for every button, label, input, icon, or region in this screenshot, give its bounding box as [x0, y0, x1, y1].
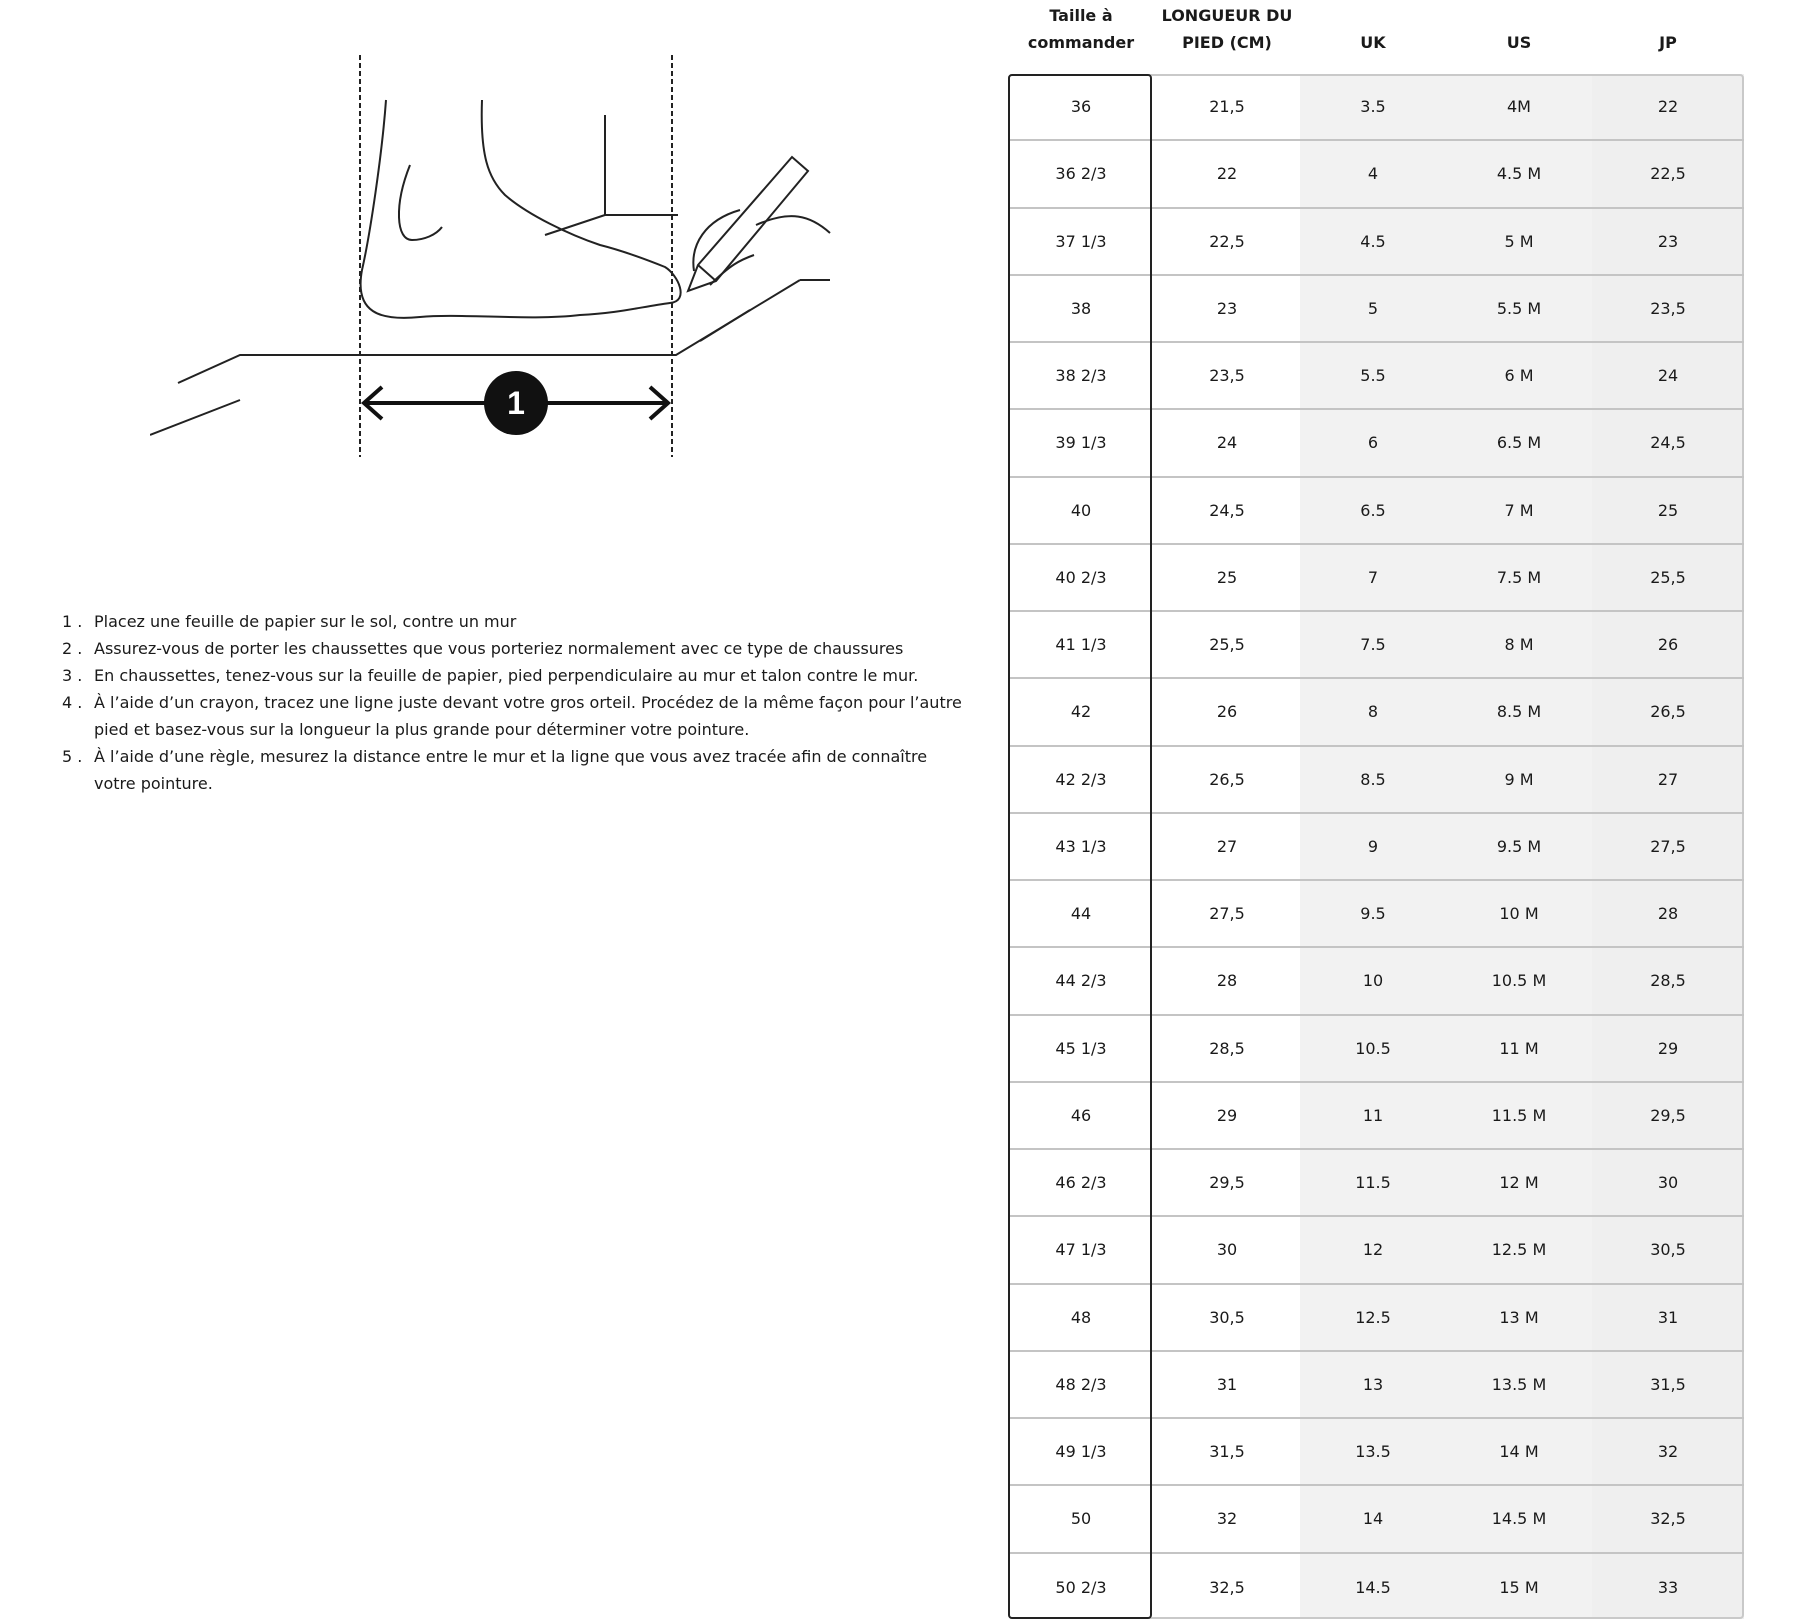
- cell-jp: 24,5: [1650, 433, 1686, 453]
- instruction-text: Placez une feuille de papier sur le sol, contre un mur: [94, 612, 517, 631]
- cell-us: 8 M: [1504, 635, 1534, 655]
- table-row: [1008, 545, 1744, 612]
- table-row: [1008, 948, 1744, 1015]
- table-row: [1008, 1016, 1744, 1083]
- table-row: [1008, 1352, 1744, 1419]
- cell-us: 4M: [1507, 97, 1531, 117]
- cell-order-size: 48 2/3: [1055, 1374, 1107, 1394]
- cell-us: 6 M: [1504, 366, 1534, 386]
- cell-order-size: 42: [1070, 702, 1092, 722]
- cell-order-size: 37 1/3: [1055, 231, 1107, 251]
- instruction-item: [62, 608, 972, 635]
- cell-jp: 33: [1657, 1577, 1679, 1597]
- floor-line: [150, 400, 240, 435]
- cell-jp: 26,5: [1650, 702, 1686, 722]
- instruction-number: 1 .: [62, 612, 83, 631]
- cell-order-size: 46 2/3: [1055, 1173, 1107, 1193]
- step-number-label: 1: [507, 385, 525, 421]
- cell-order-size: 44 2/3: [1055, 971, 1107, 991]
- cell-jp: 32: [1657, 1442, 1679, 1462]
- cell-uk: 6.5: [1360, 500, 1386, 520]
- cell-order-size: 47 1/3: [1055, 1240, 1107, 1260]
- cell-jp: 29,5: [1650, 1105, 1686, 1125]
- cell-foot-length: 29: [1216, 1105, 1238, 1125]
- cell-foot-length: 26: [1216, 702, 1238, 722]
- cell-uk: 4.5: [1360, 231, 1386, 251]
- cell-uk: 7.5: [1360, 635, 1386, 655]
- instruction-text: Assurez-vous de porter les chaussettes que vous porteriez normalement avec ce type de chaussures: [94, 639, 904, 658]
- instruction-item: [62, 689, 972, 743]
- cell-us: 10.5 M: [1491, 971, 1547, 991]
- cell-us: 12.5 M: [1491, 1240, 1547, 1260]
- cell-foot-length: 21,5: [1209, 97, 1245, 117]
- cell-order-size: 44: [1070, 904, 1092, 924]
- cell-foot-length: 22: [1216, 164, 1238, 184]
- ankle-line: [399, 165, 442, 240]
- instruction-text: À l’aide d’une règle, mesurez la distance entre le mur et la ligne que vous avez tracée afin de connaître votre pointure.: [94, 747, 928, 793]
- table-row: [1008, 612, 1744, 679]
- header-jp: JP: [1659, 33, 1677, 52]
- cell-us: 9.5 M: [1496, 836, 1542, 856]
- cell-foot-length: 22,5: [1209, 231, 1245, 251]
- cell-order-size: 49 1/3: [1055, 1442, 1107, 1462]
- table-row: [1008, 881, 1744, 948]
- size-chart-table: [1008, 0, 1744, 1597]
- header-us: US: [1506, 33, 1532, 52]
- cell-foot-length: 25,5: [1209, 635, 1245, 655]
- instruction-item: [62, 635, 972, 662]
- cell-order-size: 48: [1070, 1307, 1092, 1327]
- table-row: [1008, 410, 1744, 477]
- table-row: [1008, 478, 1744, 545]
- cell-jp: 30: [1657, 1173, 1679, 1193]
- cell-foot-length: 30: [1216, 1240, 1238, 1260]
- instruction-text: En chaussettes, tenez-vous sur la feuille de papier, pied perpendiculaire au mur et talon contre le mur.: [94, 666, 919, 685]
- cell-jp: 25: [1657, 500, 1679, 520]
- cell-us: 7.5 M: [1496, 567, 1542, 587]
- table-row: [1008, 209, 1744, 276]
- cell-us: 9 M: [1504, 769, 1534, 789]
- table-row: [1008, 1285, 1744, 1352]
- cell-us: 10 M: [1499, 904, 1539, 924]
- cell-foot-length: 23,5: [1209, 366, 1245, 386]
- cell-us: 4.5 M: [1496, 164, 1542, 184]
- cell-jp: 27: [1657, 769, 1679, 789]
- cell-order-size: 41 1/3: [1055, 635, 1107, 655]
- cell-uk: 11: [1362, 1105, 1384, 1125]
- measurement-instructions: [62, 608, 972, 797]
- cell-foot-length: 26,5: [1209, 769, 1245, 789]
- header-uk: UK: [1360, 33, 1386, 52]
- cell-order-size: 50: [1070, 1509, 1092, 1529]
- cell-us: 7 M: [1504, 500, 1534, 520]
- cell-us: 8.5 M: [1496, 702, 1542, 722]
- cell-foot-length: 28: [1216, 971, 1238, 991]
- cell-foot-length: 30,5: [1209, 1307, 1245, 1327]
- cell-us: 13.5 M: [1491, 1374, 1547, 1394]
- cell-foot-length: 31: [1216, 1374, 1238, 1394]
- cell-jp: 22: [1657, 97, 1679, 117]
- instruction-item: [62, 662, 972, 689]
- cell-uk: 13: [1362, 1374, 1384, 1394]
- cell-us: 6.5 M: [1496, 433, 1542, 453]
- cell-uk: 12: [1362, 1240, 1384, 1260]
- cell-order-size: 39 1/3: [1055, 433, 1107, 453]
- cell-order-size: 50 2/3: [1055, 1577, 1107, 1597]
- cell-jp: 25,5: [1650, 567, 1686, 587]
- cell-uk: 11.5: [1355, 1173, 1391, 1193]
- foot-measure-drawing: [150, 45, 890, 465]
- cell-jp: 28: [1657, 904, 1679, 924]
- cell-order-size: 36: [1070, 97, 1092, 117]
- cell-us: 14.5 M: [1491, 1509, 1547, 1529]
- cell-uk: 5.5: [1360, 366, 1386, 386]
- cell-us: 13 M: [1499, 1307, 1539, 1327]
- cell-jp: 26: [1657, 635, 1679, 655]
- cell-us: 11 M: [1499, 1038, 1539, 1058]
- cell-order-size: 45 1/3: [1055, 1038, 1107, 1058]
- header-order-size: Taille à commander: [1027, 6, 1135, 52]
- instruction-item: [62, 743, 972, 797]
- cell-order-size: 43 1/3: [1055, 836, 1107, 856]
- instruction-number: 3 .: [62, 666, 83, 685]
- header-foot-length: LONGUEUR DU PIED (CM): [1161, 6, 1293, 52]
- table-row: [1008, 343, 1744, 410]
- cell-jp: 23,5: [1650, 298, 1686, 318]
- cell-order-size: 42 2/3: [1055, 769, 1107, 789]
- foot-measure-illustration: [150, 45, 890, 465]
- cell-uk: 4: [1367, 164, 1379, 184]
- cell-uk: 14.5: [1355, 1577, 1391, 1597]
- paper-edge: [700, 310, 750, 341]
- table-body: [1008, 74, 1744, 1619]
- table-row: [1008, 141, 1744, 208]
- cell-order-size: 36 2/3: [1055, 164, 1107, 184]
- cell-foot-length: 28,5: [1209, 1038, 1245, 1058]
- table-row: [1008, 1083, 1744, 1150]
- cell-uk: 9.5: [1360, 904, 1386, 924]
- cell-jp: 31,5: [1650, 1374, 1686, 1394]
- cell-uk: 12.5: [1355, 1307, 1391, 1327]
- cell-jp: 29: [1657, 1038, 1679, 1058]
- wall-corner: [545, 115, 605, 235]
- cell-foot-length: 31,5: [1209, 1442, 1245, 1462]
- cell-uk: 6: [1367, 433, 1379, 453]
- cell-foot-length: 23: [1216, 298, 1238, 318]
- cell-us: 5 M: [1504, 231, 1534, 251]
- cell-uk: 10: [1362, 971, 1384, 991]
- pencil-icon: [688, 157, 830, 291]
- cell-order-size: 38: [1070, 298, 1092, 318]
- cell-us: 5.5 M: [1496, 298, 1542, 318]
- table-row: [1008, 747, 1744, 814]
- cell-jp: 22,5: [1650, 164, 1686, 184]
- cell-uk: 3.5: [1360, 97, 1386, 117]
- table-header-row: [1008, 0, 1744, 76]
- table-row: [1008, 1419, 1744, 1486]
- cell-jp: 24: [1657, 366, 1679, 386]
- cell-foot-length: 24,5: [1209, 500, 1245, 520]
- cell-order-size: 40 2/3: [1055, 567, 1107, 587]
- cell-us: 15 M: [1499, 1577, 1539, 1597]
- table-row: [1008, 74, 1744, 141]
- cell-jp: 23: [1657, 231, 1679, 251]
- table-row: [1008, 1486, 1744, 1553]
- cell-uk: 14: [1362, 1509, 1384, 1529]
- cell-uk: 9: [1367, 836, 1379, 856]
- cell-us: 12 M: [1499, 1173, 1539, 1193]
- cell-uk: 5: [1367, 298, 1379, 318]
- table-row: [1008, 814, 1744, 881]
- table-row: [1008, 679, 1744, 746]
- cell-jp: 31: [1657, 1307, 1679, 1327]
- instruction-number: 4 .: [62, 693, 83, 712]
- table-row: [1008, 276, 1744, 343]
- instruction-number: 5 .: [62, 747, 83, 766]
- cell-jp: 28,5: [1650, 971, 1686, 991]
- cell-uk: 10.5: [1355, 1038, 1391, 1058]
- cell-uk: 8: [1367, 702, 1379, 722]
- cell-jp: 27,5: [1650, 836, 1686, 856]
- foot-outline: [361, 100, 681, 318]
- table-row: [1008, 1554, 1744, 1621]
- cell-us: 14 M: [1499, 1442, 1539, 1462]
- cell-jp: 30,5: [1650, 1240, 1686, 1260]
- table-row: [1008, 1150, 1744, 1217]
- instruction-number: 2 .: [62, 639, 83, 658]
- cell-uk: 7: [1367, 567, 1379, 587]
- cell-uk: 8.5: [1360, 769, 1386, 789]
- cell-foot-length: 25: [1216, 567, 1238, 587]
- cell-us: 11.5 M: [1491, 1105, 1547, 1125]
- cell-foot-length: 32: [1216, 1509, 1238, 1529]
- cell-foot-length: 29,5: [1209, 1173, 1245, 1193]
- cell-foot-length: 24: [1216, 433, 1238, 453]
- table-row: [1008, 1217, 1744, 1284]
- cell-order-size: 40: [1070, 500, 1092, 520]
- cell-foot-length: 27,5: [1209, 904, 1245, 924]
- cell-foot-length: 32,5: [1209, 1577, 1245, 1597]
- paper-sheet: [178, 280, 800, 383]
- cell-foot-length: 27: [1216, 836, 1238, 856]
- cell-jp: 32,5: [1650, 1509, 1686, 1529]
- instruction-text: À l’aide d’un crayon, tracez une ligne juste devant votre gros orteil. Procédez de la même façon pour l’autre pied et basez-vous sur la longueur la plus grande pour déterminer votre pointure.: [94, 693, 962, 739]
- cell-order-size: 46: [1070, 1105, 1092, 1125]
- cell-order-size: 38 2/3: [1055, 366, 1107, 386]
- cell-uk: 13.5: [1355, 1442, 1391, 1462]
